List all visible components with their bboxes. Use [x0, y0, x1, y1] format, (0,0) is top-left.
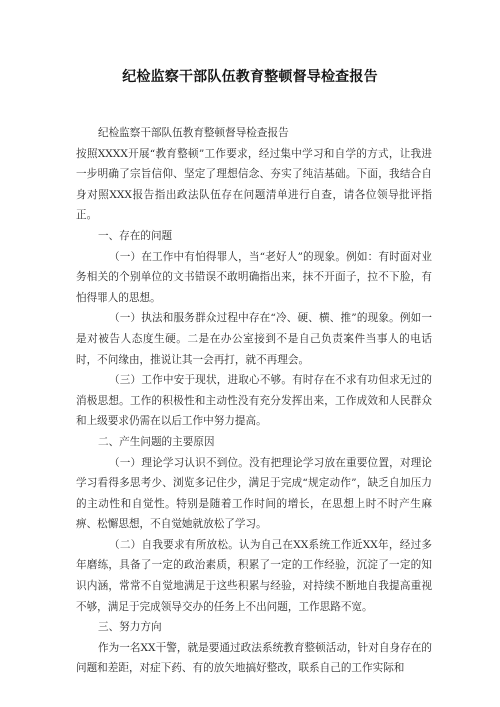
paragraph-cause-1: （一）理论学习认识不到位。没有把理论学习放在重要位置，对理论学习看得多思考少、浏览多记住少，满足于完成“规定动作”，缺乏自加压力的主动性和自觉性。特别是随着工作时间的增长，在思想上时不时产生麻痹、松懈思想，不自觉她就放松了学习。 — [76, 456, 432, 531]
paragraph-cause-2: （二）自我要求有所放松。认为自己在XX系统工作近XX年，经过多年磨练，具备了一定的政治素质，积累了一定的工作经验，沉淀了一定的知识内涵，常常不自觉地满足于这些积累与经验，对持续不断地自我提高重视不够，满足于完成领导交办的任务上不出问题，工作思路不宽。 — [76, 538, 432, 613]
document-title: 纪检监察干部队伍教育整顿督导检查报告 — [122, 69, 378, 85]
paragraph-subtitle: 纪检监察干部队伍教育整顿督导检查报告 — [98, 127, 289, 139]
document-body — [76, 123, 432, 679]
section-heading-direction: 三、努力方向 — [98, 621, 162, 634]
section-heading-problems: 一、存在的问题 — [98, 229, 173, 242]
paragraph-problem-2: （一）执法和服务群众过程中存在“冷、硬、横、推”的现象。例如一是对被告人态度生硬。二是在办公室接到不是自己负责案件当事人的电话时，不问缘由，推说让其一会再打，就不再理会。 — [76, 312, 432, 366]
paragraph-direction: 作为一名XX干警，就是要通过政法系统教育整顿活动，针对自身存在的问题和差距，对症下药、有的放矢地搞好整改，联系自己的工作实际和 — [76, 641, 432, 675]
paragraph-intro: 按照XXXX开展“教育整顿”工作要求，经过集中学习和自学的方式，让我进一步明确了宗旨信仰、坚定了理想信念、夯实了纯洁基础。下面，我结合自身对照XXX报告指出政法队伍存在问题清单进行自查，请各位领导批评指正。 — [76, 147, 432, 222]
section-heading-causes: 二、产生问题的主要原因 — [98, 435, 215, 448]
paragraph-problem-3: （三）工作中安于现状，进取心不够。有时存在不求有功但求无过的消极思想。工作的积极性和主动性没有充分发挥出来，工作成效和人民群众和上级要求仍需在以后工作中努力提高。 — [76, 374, 432, 428]
paragraph-problem-1: （一）在工作中有怕得罪人，当“老好人”的现象。例如：有时面对业务相关的个别单位的文书错误不敢明确指出来，抹不开面子，拉不下脸，有怕得罪人的思想。 — [76, 250, 432, 304]
